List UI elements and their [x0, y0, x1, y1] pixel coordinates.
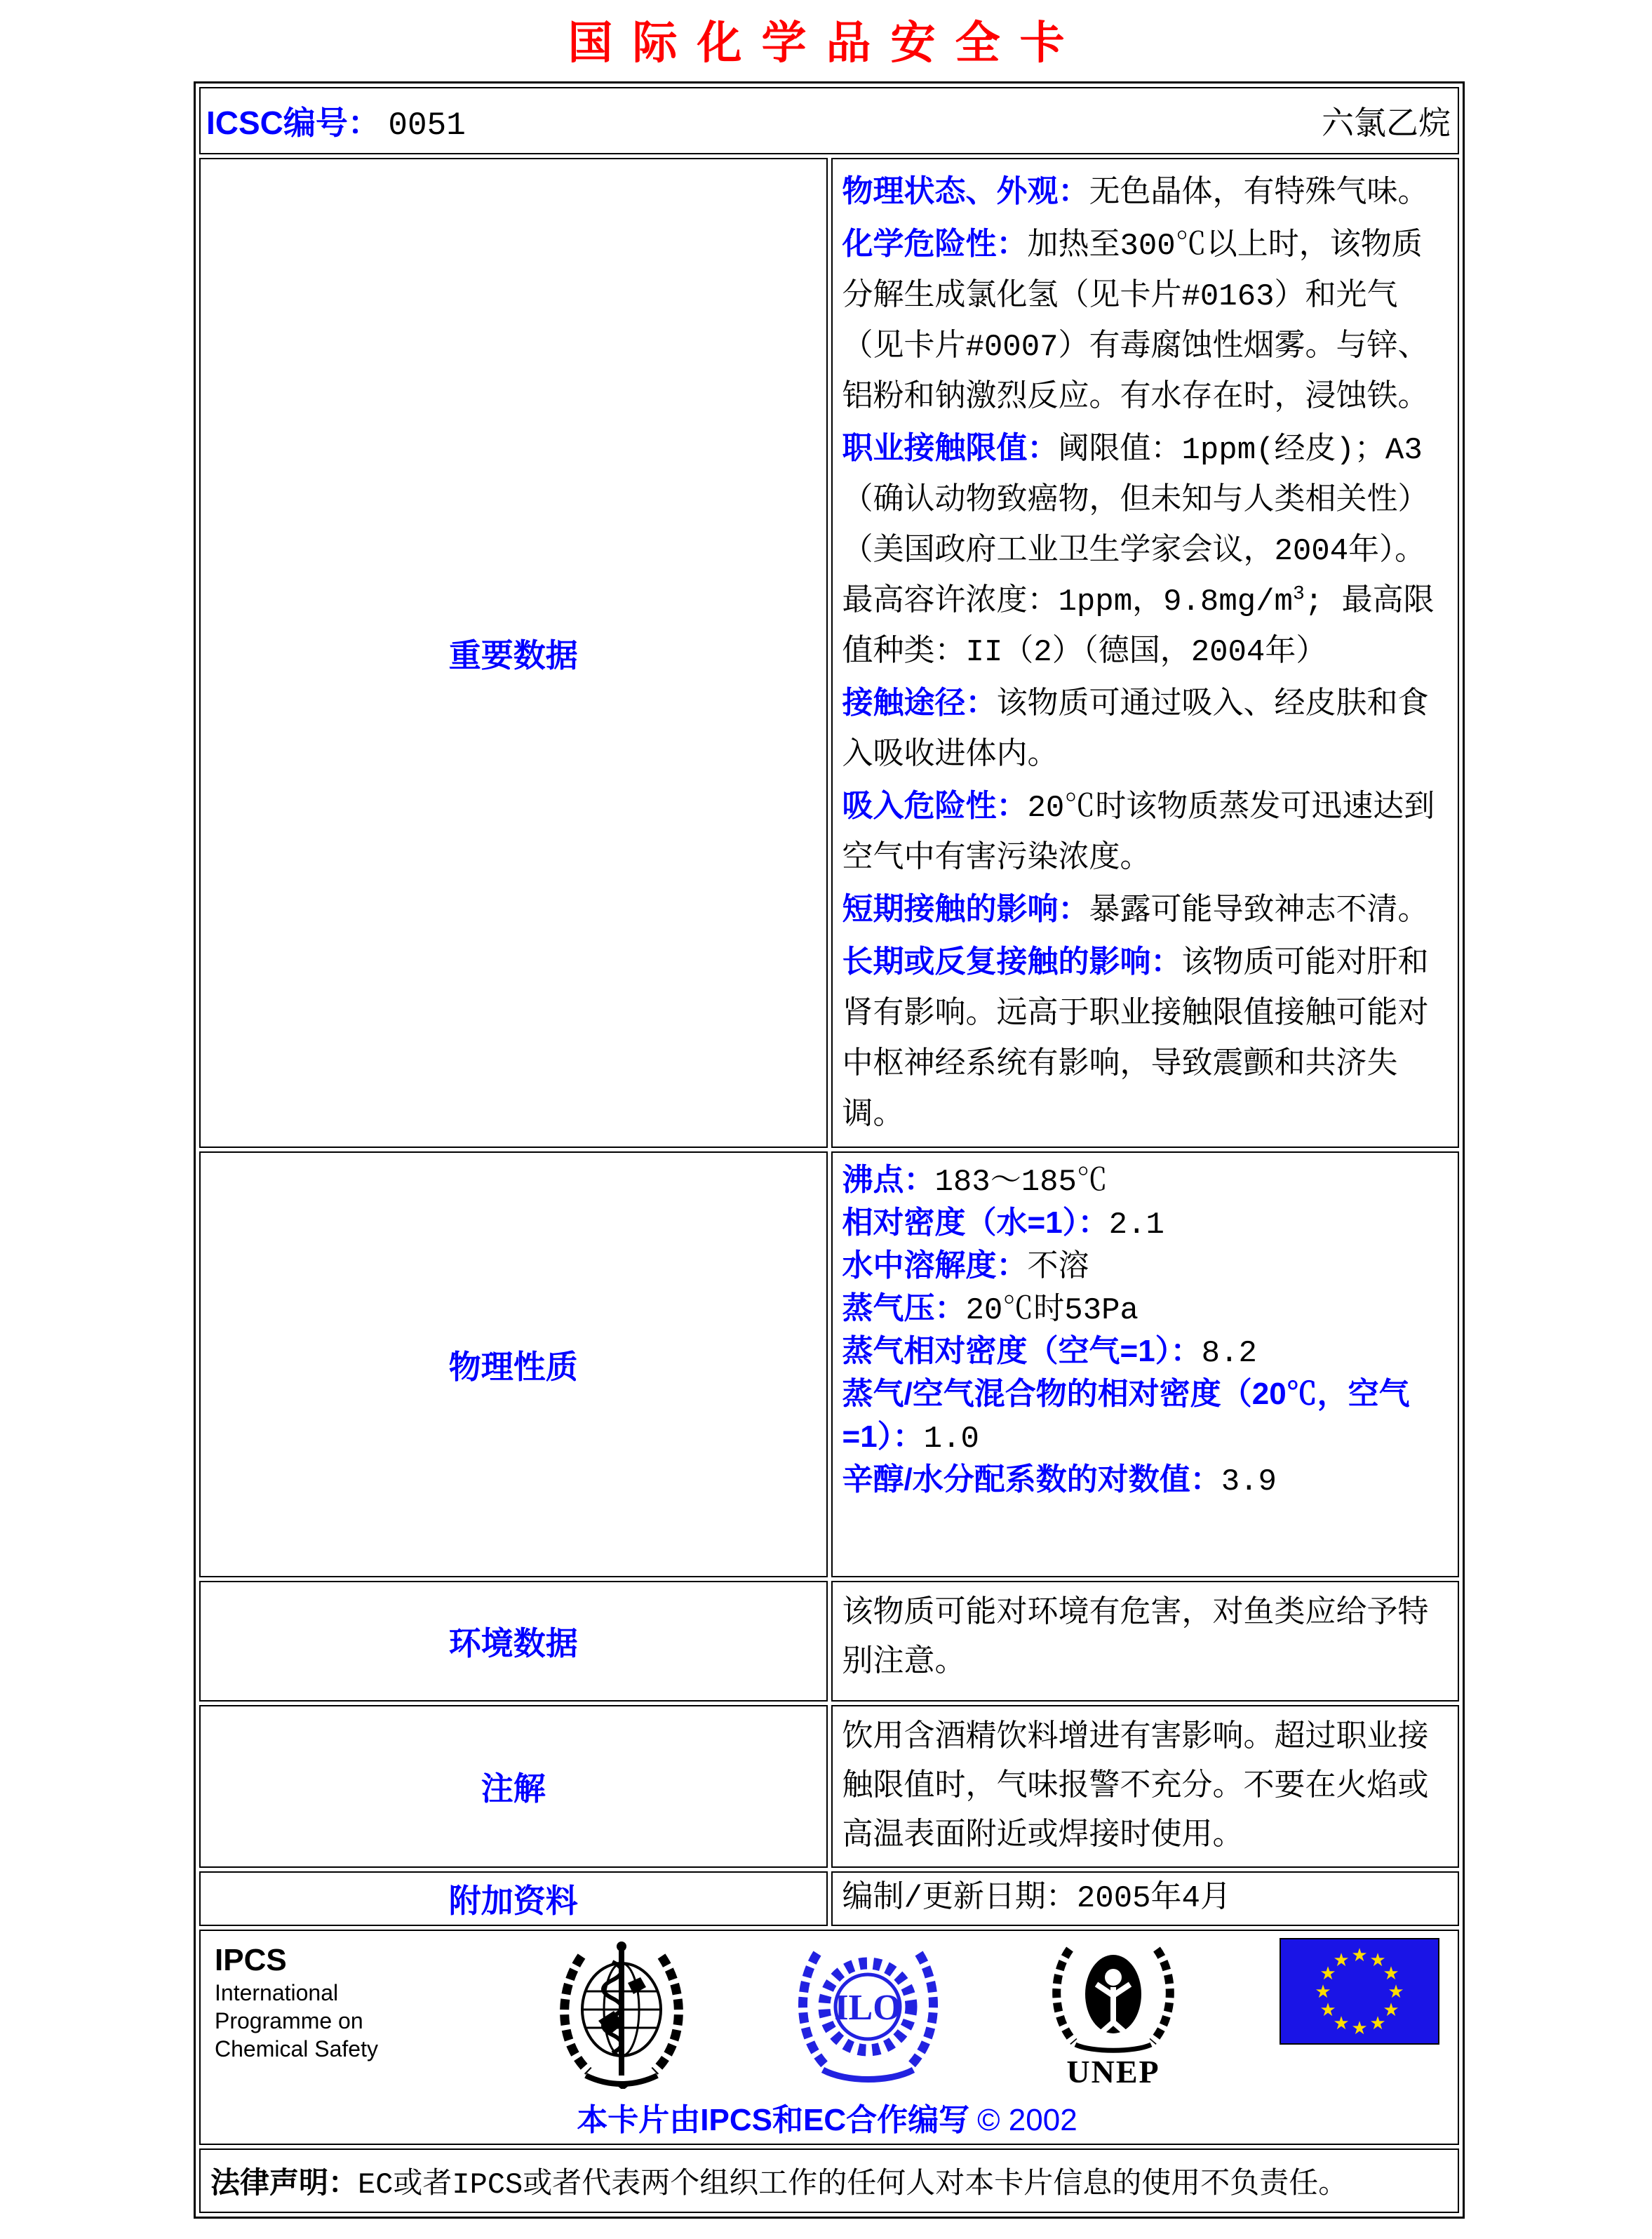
legal-notice-row	[199, 2148, 1459, 2213]
important-item-exposure-limits: 职业接触限值：阈限值：1ppm(经皮)；A3（确认动物致癌物，但未知与人类相关性）（美国政府工业卫生学家会议，2004年）。最高容许浓度：1ppm，$9.8mg/m^3$; 最高限值种类：II（2）（德国，2004年）	[842, 431, 1435, 670]
icsc-number-value: 0051	[388, 107, 466, 144]
svg-text:★: ★	[1319, 2000, 1336, 2021]
important-item-physical-state: 物理状态、外观：无色晶体，有特殊气味。	[842, 174, 1429, 211]
logos-row	[199, 1930, 1459, 2145]
credit-text: 本卡片由IPCS和EC合作编写	[577, 2103, 970, 2137]
legal-notice	[199, 2148, 1459, 2213]
additional-info-row	[199, 1871, 1459, 1926]
physical-item-boiling-point: 沸点：183～185℃	[842, 1163, 1108, 1200]
unep-logo-icon	[1043, 1938, 1183, 2054]
environment-text: 该物质可能对环境有危害，对鱼类应给予特别注意。	[842, 1596, 1429, 1680]
unep-logo-block	[1043, 1938, 1183, 2090]
svg-text:★: ★	[1333, 1950, 1350, 1971]
environment-data-row	[199, 1581, 1459, 1702]
svg-text:★: ★	[1333, 2013, 1350, 2034]
icsc-card-table	[194, 81, 1465, 2219]
section-label-important: 重要数据	[199, 158, 828, 1148]
important-item-long-term: 长期或反复接触的影响：该物质可能对肝和肾有影响。远高于职业接触限值接触可能对中枢神经系统有影响，导致震颤和共济失调。	[842, 944, 1429, 1133]
svg-text:★: ★	[1319, 1963, 1336, 1984]
important-item-chemical-danger: 化学危险性：加热至300℃以上时，该物质分解生成氯化氢（见卡片#0163）和光气（见卡片#0007）有毒腐蚀性烟雾。与锌、铝粉和钠激烈反应。有水存在时，浸蚀铁。	[842, 227, 1429, 415]
physical-item-relative-density: 相对密度（水=1）：2.1	[842, 1205, 1164, 1243]
important-data-content	[831, 158, 1460, 1148]
ilo-logo-text: ILO	[834, 1988, 901, 2028]
superscript-3: 3	[1292, 583, 1305, 606]
important-item-short-term: 短期接触的影响：暴露可能导致神志不清。	[842, 892, 1429, 929]
physical-item-vapor-air-mixture: 蒸气/空气混合物的相对密度（20℃，空气=1）：1.0	[842, 1377, 1410, 1457]
unep-logo-text: UNEP	[1066, 2054, 1160, 2090]
legal-notice-label: 法律声明：	[210, 2166, 358, 2199]
page-title: 国际化学品安全卡	[568, 17, 1084, 69]
icsc-number-label: ICSC编号：	[206, 105, 380, 141]
physical-properties-row	[199, 1151, 1459, 1577]
notes-text: 饮用含酒精饮料增进有害影响。超过职业接触限值时，气味报警不充分。不要在火焰或高温表面附近或焊接时使用。	[842, 1720, 1429, 1854]
svg-text:★: ★	[1369, 1950, 1386, 1971]
legal-notice-text: EC或者IPCS或者代表两个组织工作的任何人对本卡片信息的使用不负责任。	[358, 2168, 1348, 2202]
icsc-number-group	[206, 98, 466, 144]
header-row	[199, 87, 1459, 154]
section-label-environment: 环境数据	[199, 1581, 828, 1702]
important-item-inhalation-risk: 吸入危险性：20℃时该物质蒸发可迅速达到空气中有害污染浓度。	[842, 789, 1435, 876]
svg-text:★: ★	[1351, 2018, 1368, 2039]
credit-year: © 2002	[977, 2103, 1077, 2137]
environment-data-content	[831, 1581, 1460, 1702]
notes-row	[199, 1705, 1459, 1868]
svg-text:★: ★	[1351, 1945, 1368, 1966]
physical-item-vapor-density: 蒸气相对密度（空气=1）：8.2	[842, 1334, 1257, 1371]
chemical-name: 六氯乙烷	[1322, 105, 1451, 141]
section-label-physical: 物理性质	[199, 1151, 828, 1577]
additional-info-content	[831, 1871, 1460, 1926]
ilo-logo-icon	[789, 1938, 947, 2089]
section-label-notes: 注解	[199, 1705, 828, 1868]
physical-item-water-solubility: 水中溶解度：不溶	[842, 1248, 1089, 1285]
important-data-row	[199, 158, 1459, 1148]
important-item-exposure-routes: 接触途径：该物质可通过吸入、经皮肤和食入吸收进体内。	[842, 686, 1429, 773]
svg-text:★: ★	[1369, 2013, 1386, 2034]
notes-content	[831, 1705, 1460, 1868]
who-logo-icon	[549, 1938, 693, 2089]
svg-text:★: ★	[1388, 1981, 1404, 2003]
ipcs-acronym: IPCS	[215, 1943, 287, 1977]
ipcs-text-block: IPCS International Programme on Chemical Safety	[215, 1938, 453, 2063]
svg-text:★: ★	[1383, 1963, 1399, 1984]
section-label-additional: 附加资料	[199, 1871, 828, 1926]
eu-flag-icon	[1280, 1938, 1439, 2045]
svg-text:★: ★	[1315, 1981, 1331, 2003]
additional-info-text: 编制/更新日期：2005年4月	[842, 1881, 1231, 1916]
physical-item-octanol-water: 辛醇/水分配系数的对数值：3.9	[842, 1462, 1277, 1499]
credit-line	[215, 2094, 1439, 2139]
svg-text:★: ★	[1383, 2000, 1399, 2021]
physical-item-vapor-pressure: 蒸气压：20℃时53Pa	[842, 1291, 1139, 1328]
physical-properties-content	[831, 1151, 1460, 1577]
